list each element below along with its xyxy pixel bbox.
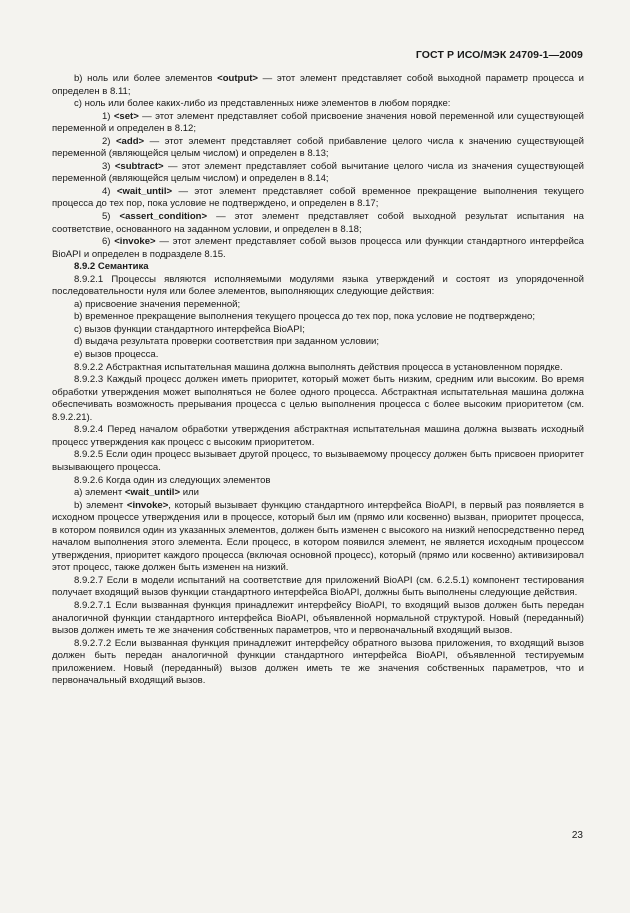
paragraph xyxy=(52,487,584,500)
element-tag: <add> xyxy=(115,135,145,147)
paragraph-text: b) временное прекращение выполнения текущего процесса до тех пор, пока условие не подтверждено; xyxy=(74,311,535,323)
paragraph xyxy=(52,449,584,474)
paragraph-text: — этот элемент представляет собой вызов процесса или функции стандартного интерфейса BioAPI и определен в подразделе 8.15. xyxy=(52,236,584,260)
paragraph xyxy=(52,299,584,312)
paragraph-text: 1) xyxy=(102,110,114,122)
paragraph xyxy=(52,136,584,161)
paragraph xyxy=(52,575,584,600)
paragraph xyxy=(52,349,584,362)
element-tag: <output> xyxy=(217,73,258,84)
paragraph-text: 8.9.2.7.1 Если вызванная функция принадлежит интерфейсу BioAPI, то входящий вызов должен быть передан аналогичной функции стандартного интерфейса BioAPI, объявленной нормальной структурой. Новый (переданный) вызов должен иметь те же значения собственных параметров, что и первоначальный входящий вызов. xyxy=(52,599,584,637)
paragraph xyxy=(52,424,584,449)
paragraph-text: — этот элемент представляет собой выходной параметр процесса и определен в 8.11; xyxy=(52,73,584,97)
element-tag: <wait_until> xyxy=(124,487,181,499)
paragraph-text: a) элемент xyxy=(74,487,125,499)
section-heading xyxy=(52,261,584,274)
paragraph-text: 3) xyxy=(102,160,115,172)
paragraph xyxy=(52,211,584,236)
paragraph-text: 8.9.2.7 Если в модели испытаний на соответствие для приложений BioAPI (см. 6.2.5.1) компонент тестирования получает входящий вызов функции стандартного интерфейса BioAPI, должны быть выполнены следующие действия. xyxy=(52,574,584,599)
paragraph-text: 8.9.2.5 Если один процесс вызывает другой процесс, то вызываемому процессу должен быть присвоен приоритет вызывающего процесса. xyxy=(52,449,584,473)
element-tag: <set> xyxy=(113,110,139,122)
paragraph-text: b) элемент xyxy=(74,499,127,511)
paragraph xyxy=(52,362,584,375)
paragraph xyxy=(52,236,584,261)
paragraph xyxy=(52,161,584,186)
paragraph xyxy=(52,73,584,98)
paragraph-text: 8.9.2.7.2 Если вызванная функция принадлежит интерфейсу обратного вызова приложения, то входящий вызов должен быть передан аналогичной функции стандартного интерфейса BioAPI, объявленной тестируемым приложением. Новый (переданный) вызов должен иметь те же значения собственных параметров, что и первоначальный входящий вызов. xyxy=(52,637,584,687)
element-tag: <assert_condition> xyxy=(119,211,208,223)
paragraph xyxy=(52,111,584,136)
paragraph xyxy=(52,324,584,337)
paragraph-text: — этот элемент представляет собой временное прекращение выполнения текущего процесса до тех пор, пока условие не подтверждено, и определен в 8.17; xyxy=(52,185,584,210)
paragraph-text: 6) xyxy=(102,236,115,248)
paragraph xyxy=(52,274,584,299)
paragraph-text: e) вызов процесса. xyxy=(74,349,159,361)
paragraph-text: — этот элемент представляет собой присвоение значения новой переменной или существующей переменной и определен в 8.12; xyxy=(52,110,584,135)
paragraph xyxy=(52,638,584,688)
element-tag: <wait_until> xyxy=(116,185,173,197)
paragraph-text: — этот элемент представляет собой прибавление целого числа к значению существующей переменной (являющейся целым числом) и определен в 8.13; xyxy=(52,135,584,160)
paragraph-text: 8.9.2.1 Процессы являются исполняемыми модулями языка утверждений и состоят из упорядоченной последовательности нуля или более элементов, выполняющих следующие действия: xyxy=(52,273,584,298)
document-header: ГОСТ Р ИСО/МЭК 24709-1—2009 xyxy=(415,49,583,61)
paragraph-text: b) ноль или более элементов xyxy=(74,73,218,84)
paragraph xyxy=(52,336,584,349)
paragraph-text: — этот элемент представляет собой выходной результат испытания на соответствие, основанного на заданном условии, и определен в 8.18; xyxy=(52,211,584,235)
paragraph xyxy=(52,98,584,111)
paragraph-text: 5) xyxy=(102,211,120,223)
element-tag: <invoke> xyxy=(114,236,156,248)
document-body xyxy=(52,73,584,688)
paragraph-text: a) присвоение значения переменной; xyxy=(74,298,241,310)
paragraph-text: c) ноль или более каких-либо из представленных ниже элементов в любом порядке: xyxy=(74,98,451,110)
element-tag: <subtract> xyxy=(114,160,164,172)
paragraph-text: d) выдача результата проверки соответствия при заданном условии; xyxy=(74,336,380,348)
paragraph-text: — этот элемент представляет собой вычитание целого числа из значения существующей переменной (являющейся целым числом) и определен в 8.14; xyxy=(52,160,584,185)
paragraph-text: 2) xyxy=(102,135,116,147)
paragraph xyxy=(52,500,584,575)
paragraph-text: 8.9.2 Семантика xyxy=(74,261,149,273)
page-number: 23 xyxy=(571,830,583,841)
paragraph-text: 4) xyxy=(102,185,117,197)
paragraph xyxy=(52,186,584,211)
paragraph-text: 8.9.2.4 Перед началом обработки утверждения абстрактная испытательная машина должна вызвать исходный процесс утверждения как процесс с высоким приоритетом. xyxy=(52,424,584,448)
paragraph-text: 8.9.2.3 Каждый процесс должен иметь приоритет, который может быть низким, средним или высоким. Во время обработки утверждения может выполняться не более одного процесса. Абстрактная испытательная машина должна обеспечивать возможность прерывания процесса с целью выполнения процесса с более высоким приоритетом (см. 8.9.2.21). xyxy=(52,374,584,423)
paragraph-text: 8.9.2.2 Абстрактная испытательная машина должна выполнять действия процесса в установленном порядке. xyxy=(74,361,563,373)
paragraph xyxy=(52,374,584,424)
paragraph xyxy=(52,475,584,488)
paragraph xyxy=(52,600,584,638)
element-tag: <invoke> xyxy=(126,499,169,511)
paragraph-text: 8.9.2.6 Когда один из следующих элементов xyxy=(74,474,271,486)
paragraph xyxy=(52,311,584,324)
paragraph-text: c) вызов функции стандартного интерфейса BioAPI; xyxy=(74,323,305,335)
paragraph-text: или xyxy=(180,487,199,499)
paragraph-text: , который вызывает функцию стандартного интерфейса BioAPI, в первый раз появляется в исходном процессе утверждения или в процессе, который был им (прямо или косвенно) вызван, приоритет процесса, в котором появился один из указанных элементов, должен быть изменен с высокого на низкий непосредственно перед началом выполнения этого элемента. Если процесс, в котором появился элемент, не является исходным процессом утверждения, приоритет каждого процесса (включая основной процесс), который (прямо или косвенно) активизировал этот процесс, также должен быть изменен на низкий. xyxy=(52,499,584,574)
